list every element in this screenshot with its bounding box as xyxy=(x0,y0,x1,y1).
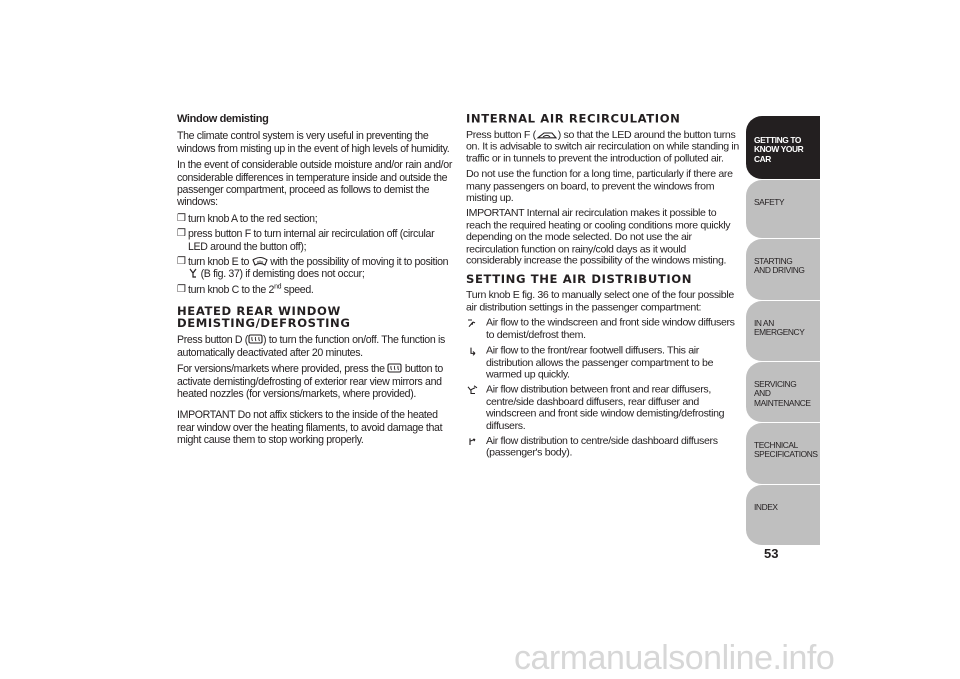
dist-paragraph-1: Turn knob E fig. 36 to manually select one of the four possible air distribution settings in the passenger compartment: xyxy=(466,289,734,314)
dist-item-windscreen xyxy=(466,317,741,341)
dist-item-feet xyxy=(466,345,741,381)
tab-servicing-and-maintenance[interactable] xyxy=(746,362,820,423)
internal-air-recirculation-title: INTERNAL AIR RECIRCULATION xyxy=(466,112,681,126)
tab-getting-to-know-your-car[interactable] xyxy=(746,116,820,180)
dist-item-3-text: Air flow distribution between front and rear diffusers, centre/side dashboard diffusers, rear diffuser and windscreen and front side window demisting/defrosting diffusers. xyxy=(486,384,725,432)
left-column xyxy=(177,113,452,451)
recirc-paragraph-2: Do not use the function for a long time, particularly if there are many passengers on board, to prevent the windows from misting up. xyxy=(466,168,733,204)
demisting-paragraph-2: In the event of considerable outside moisture and/or rain and/or considerable differences in temperature inside and outside the passenger compartment, proceed as follows to demist the windows: xyxy=(177,159,452,209)
heated-p2-post: button to activate demisting/defrosting of exterior rear view mirrors and heated nozzles (for versions/markets, where provided). xyxy=(177,363,443,400)
demisting-step-4-post: speed. xyxy=(281,283,314,296)
tab-label: GETTING TO KNOW YOUR CAR xyxy=(754,135,804,164)
windscreen-arrow-icon xyxy=(466,318,480,328)
demisting-step-3-mid: with the possibility of moving it to position xyxy=(270,256,449,269)
demisting-step-4 xyxy=(177,284,452,296)
demisting-step-2 xyxy=(177,228,452,253)
rear-defrost-icon xyxy=(248,334,263,345)
checkbox-icon: ❒ xyxy=(177,212,186,224)
heated-paragraph-1 xyxy=(177,334,452,359)
all-vents-icon xyxy=(466,385,480,395)
demisting-step-1-text: turn knob A to the red section; xyxy=(188,212,318,225)
tab-safety[interactable] xyxy=(746,180,820,239)
demisting-step-4-pre: turn knob C to the 2 xyxy=(188,283,275,296)
tab-label: INDEX xyxy=(754,502,778,512)
dist-item-2-text: Air flow to the front/rear footwell diffusers. This air distribution allows the passenger compartment to be warmed up quickly. xyxy=(486,344,714,381)
heated-title-line-1: HEATED REAR WINDOW xyxy=(177,304,341,319)
heated-rear-window-title xyxy=(177,305,452,329)
tab-starting-and-driving[interactable] xyxy=(746,239,820,301)
checkbox-icon: ❒ xyxy=(177,283,186,295)
feet-windscreen-icon xyxy=(188,268,198,279)
heated-p1-post: ) to turn the function on/off. The function is automatically deactivated after 20 minutes. xyxy=(177,334,445,359)
tab-technical-specifications[interactable] xyxy=(746,423,820,485)
demisting-step-1 xyxy=(177,213,452,225)
watermark: carmanualsonline.info xyxy=(514,639,835,677)
demisting-paragraph-1: The climate control system is very useful in preventing the windows from misting up in the event of high levels of humidity. xyxy=(177,130,450,155)
recirc-p1-pre: Press button F ( xyxy=(466,129,536,141)
dist-item-4-text: Air flow distribution to centre/side dashboard diffusers (passenger's body). xyxy=(486,435,718,459)
heated-p1-pre: Press button D ( xyxy=(177,334,248,347)
feet-icon xyxy=(466,346,480,356)
recirc-p1-post: ) so that the LED around the button turns on. It is advisable to switch air recirculation on while standing in traffic or in tunnels to prevent the introduction of polluted air. xyxy=(466,129,739,165)
recirculation-icon xyxy=(536,130,558,140)
tab-label: IN AN EMERGENCY xyxy=(754,318,805,338)
recirc-paragraph-1 xyxy=(466,129,741,165)
face-vents-icon xyxy=(466,436,480,446)
dist-item-all xyxy=(466,384,741,431)
heated-paragraph-3: IMPORTANT Do not affix stickers to the inside of the heated rear window over the heating filaments, to avoid damage that might cause them to stop working properly. xyxy=(177,409,443,447)
demisting-step-2-text: press button F to turn internal air recirculation off (circular LED around the button off); xyxy=(188,228,435,253)
demisting-step-3-post: (B fig. 37) if demisting does not occur; xyxy=(200,268,365,281)
demisting-step-3 xyxy=(177,256,452,281)
tab-label: TECHNICAL SPECIFICATIONS xyxy=(754,440,818,460)
checkbox-icon: ❒ xyxy=(177,256,186,268)
heated-p2-pre: For versions/markets where provided, press the xyxy=(177,363,385,376)
tab-label: STARTING AND DRIVING xyxy=(754,256,805,276)
checkbox-icon: ❒ xyxy=(177,228,186,240)
tab-index[interactable] xyxy=(746,485,820,546)
demisting-step-4-sup: nd xyxy=(274,283,282,291)
dist-item-face xyxy=(466,435,741,459)
middle-column xyxy=(466,113,741,463)
dist-item-1-text: Air flow to the windscreen and front side window diffusers to demist/defrost them. xyxy=(486,317,735,341)
windscreen-icon xyxy=(252,256,268,267)
tab-in-an-emergency[interactable] xyxy=(746,301,820,362)
rear-defrost-icon xyxy=(387,363,402,374)
window-demisting-heading: Window demisting xyxy=(177,113,269,125)
recirc-paragraph-3: IMPORTANT Internal air recirculation makes it possible to reach the required heating or cooling conditions more quickly depending on the mode selected. Do not use the air recirculation function on rainy/cold days as it would considerably increase the possibility of the windows misting. xyxy=(466,207,731,267)
page-number: 53 xyxy=(764,546,779,561)
heated-title-line-2: DEMISTING/DEFROSTING xyxy=(177,316,351,331)
setting-air-distribution-title: SETTING THE AIR DISTRIBUTION xyxy=(466,272,693,287)
heated-paragraph-2 xyxy=(177,363,452,400)
tab-label: SERVICING AND MAINTENANCE xyxy=(754,379,811,408)
tab-label: SAFETY xyxy=(754,197,785,207)
demisting-step-3-pre: turn knob E to xyxy=(188,256,250,269)
